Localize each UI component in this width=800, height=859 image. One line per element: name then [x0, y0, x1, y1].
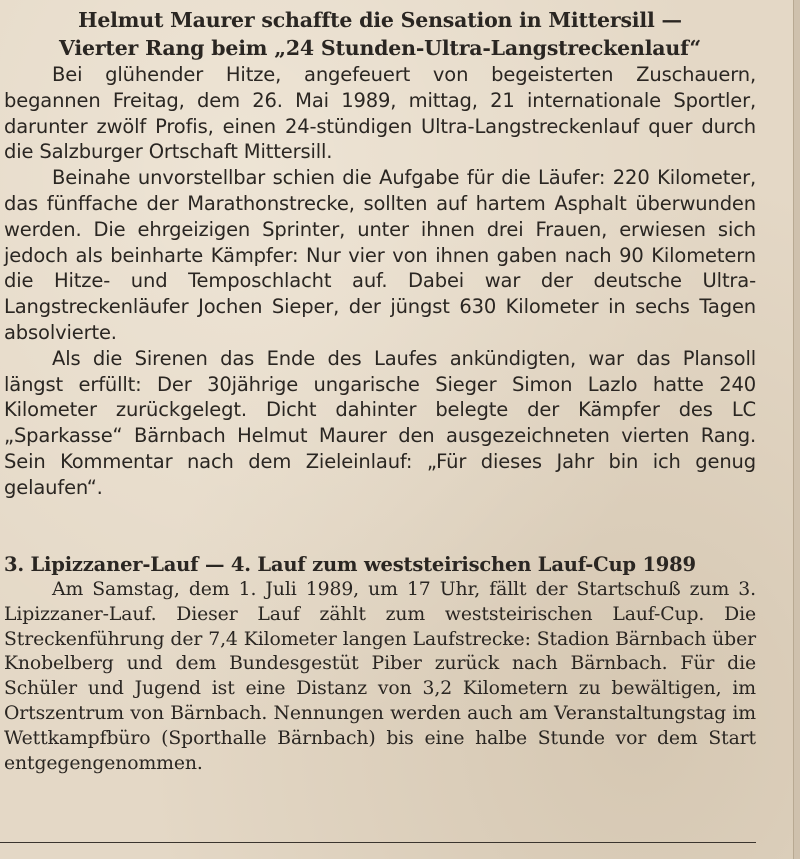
paper-edge [793, 0, 800, 859]
article-2-paragraph-1: Am Samstag, dem 1. Juli 1989, um 17 Uhr, fällt der Startschuß zum 3. Lipizzaner-Lauf. Dieser Lauf zählt zum weststeirischen Lauf-Cup. Die Streckenführung der 7,4 Kilometer langen Laufstrecke: Stadion Bärnbach über Knobelberg und dem Bundesgestüt Piber zurück nach Bärnbach. Für die Schüler und Jugend ist eine Distanz von 3,2 Kilometern zu bewältigen, im Ortszentrum von Bärnbach. Nennungen werden auch am Veranstaltungstag im Wettkampfbüro (Sporthalle Bärnbach) bis eine halbe Stunde vor dem Start entgegengenommen. [4, 579, 756, 774]
article-1-headline-line-1: Helmut Maurer schaffte die Sensation in Mittersill — [78, 8, 682, 32]
article-1-paragraph-1: Bei glühender Hitze, angefeuert von begeisterten Zuschauern, begannen Freitag, dem 26. Mai 1989, mittag, 21 internationale Sportler, darunter zwölf Profis, einen 24-stündigen Ultra-Langstreckenlauf quer durch die Salzburger Ortschaft Mittersill. [4, 63, 756, 164]
article-1-headline-line-2: Vierter Rang beim „24 Stunden-Ultra-Langstreckenlauf“ [59, 36, 701, 60]
article-maurer [4, 6, 756, 501]
bottom-divider [0, 842, 756, 843]
article-1-paragraph-3: Als die Sirenen das Ende des Laufes ankündigten, war das Plansoll längst erfüllt: Der 30jährige ungarische Sieger Simon Lazlo hatte 240 Kilometer zurückgelegt. Dicht dahinter belegte der Kämpfer des LC „Sparkasse“ Bärnbach Helmut Maurer den ausgezeichneten vierten Rang. Sein Kommentar nach dem Zieleinlauf: „Für dieses Jahr bin ich genug gelaufen“. [4, 346, 756, 499]
article-2-headline: 3. Lipizzaner-Lauf — 4. Lauf zum weststeirischen Lauf-Cup 1989 [4, 553, 696, 576]
article-1-paragraph-2: Beinahe unvorstellbar schien die Aufgabe für die Läufer: 220 Kilometer, das fünffache der Marathonstrecke, sollten auf hartem Asphalt überwunden werden. Die ehrgeizigen Sprinter, unter ihnen drei Frauen, erwiesen sich jedoch als beinharte Kämpfer: Nur vier von ihnen gaben nach 90 Kilometern die Hitze- und Temposchlacht auf. Dabei war der deutsche Ultra-Langstreckenläufer Jochen Sieper, der jüngst 630 Kilometer in sechs Tagen absolvierte. [4, 166, 756, 344]
article-lipizzaner [4, 551, 756, 776]
